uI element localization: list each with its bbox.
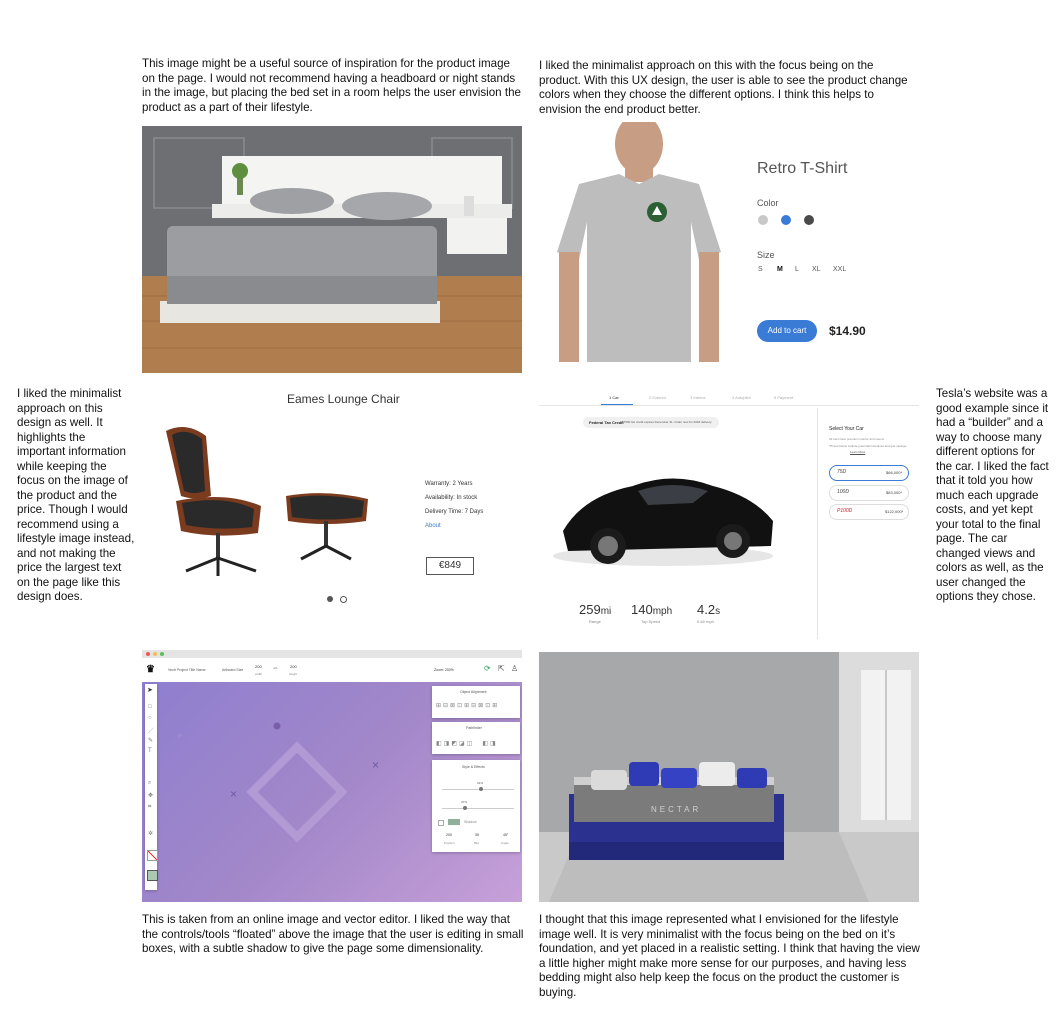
refresh-icon[interactable]: ⟳ — [484, 664, 491, 673]
step-bar — [539, 381, 919, 406]
align-icons[interactable]: ⊞⊟⊠⊡⊞⊟⊠⊡⊞ — [436, 703, 500, 709]
select-note: *Prices below include potential incentives and gas savings. — [829, 444, 908, 448]
pan-tool-icon[interactable]: ✥ — [148, 793, 154, 799]
option-p100d-name: P100D — [837, 508, 853, 514]
project-title[interactable]: Vectr Project Title Name — [168, 668, 206, 672]
option-100d-name: 100D — [837, 489, 849, 495]
crop-tool-icon[interactable]: ⌗ — [148, 804, 152, 810]
select-tool-icon[interactable]: ➤ — [147, 687, 153, 694]
close-dot-icon[interactable] — [146, 652, 150, 656]
pen-tool-icon[interactable]: ／ — [148, 729, 155, 735]
tshirt-model-image — [549, 122, 729, 377]
stat-accel-label: 0-60 mph — [697, 619, 714, 624]
option-100d-price: $83,000* — [886, 490, 903, 495]
step-interior[interactable]: 3 Interior — [690, 395, 706, 400]
blur-slider[interactable] — [442, 808, 514, 809]
angle-value[interactable]: 45° — [503, 833, 509, 837]
step-payment[interactable]: 5 Payment — [774, 395, 794, 400]
shadow-swatch[interactable] — [448, 819, 460, 825]
size-xxl[interactable]: XXL — [833, 266, 847, 273]
note-editor: This is taken from an online image and vector editor. I liked the way that the controls/tools “floated” above the image that the user is editing in small boxes, with a subtle shadow to give the page some dimensionality. — [142, 913, 524, 955]
angle-label: Angle — [501, 841, 509, 845]
text-tool-icon[interactable]: T — [148, 748, 152, 754]
size-xl[interactable]: XL — [812, 266, 821, 273]
carousel-dot-active[interactable] — [327, 596, 333, 602]
blur-label: Blur — [474, 841, 480, 845]
stat-accel-value — [697, 602, 720, 617]
price-box: €849 — [426, 557, 474, 575]
tax-credit-title: Federal Tax Credit — [589, 420, 624, 425]
note-bed: This image might be a useful source of inspiration for the product image on the page. I would not recommend having a headboard or night stands in the image, but placing the bed set in a room helps the user envision the product as a part of their lifestyle. — [142, 57, 521, 114]
select-title: Select Your Car — [829, 426, 864, 432]
style-effects-title: Style & Effects — [462, 765, 485, 769]
stat-range-value — [579, 602, 611, 617]
nectar-lifestyle-photo — [539, 652, 919, 902]
stat-accel-number: 4.2 — [697, 602, 716, 617]
alignment-title: Object Alignment — [460, 690, 487, 694]
about-link[interactable]: About — [425, 523, 441, 529]
step-autopilot[interactable]: 4 Autopilot — [732, 395, 751, 400]
nectar-logo: NECTAR — [651, 805, 702, 814]
tax-credit-detail: $7500 tax credit expires December 31. Order now for 2018 delivery. — [622, 420, 712, 424]
bed-illustration — [142, 126, 522, 373]
opacity-slider-handle[interactable] — [479, 787, 483, 791]
share-icon[interactable]: ⇱ — [498, 664, 505, 673]
eames-chair-image — [146, 421, 386, 581]
user-icon[interactable]: ♙ — [511, 664, 519, 673]
ellipse-tool-icon[interactable]: ○ — [148, 715, 152, 721]
learn-more-link[interactable]: Learn More — [850, 450, 866, 454]
stroke-color-icon[interactable] — [147, 850, 158, 861]
position-label: Position — [444, 841, 455, 845]
width-value[interactable]: 200 — [255, 664, 262, 669]
color-swatch-dark[interactable] — [804, 215, 814, 225]
availability-text: Availability: In stock — [425, 495, 478, 501]
option-75d-name: 75D — [837, 469, 847, 475]
settings-tool-icon[interactable]: ✲ — [148, 831, 154, 837]
pathfinder-icons[interactable]: ◧◨◩◪◫ ◧◨ — [436, 741, 498, 747]
car-image — [543, 441, 783, 571]
artboard-label: Artboard Size — [222, 668, 244, 672]
note-nectar: I thought that this image represented what I envisioned for the lifestyle image well. It is very minimalist with the focus being on the bed on it’s foundation, and yet placed in a realistic setting. I think that having the view a little higher might make more sense for our purposes, and having less bedding might also help keep the focus on the product the customer is buying. — [539, 913, 920, 999]
opacity-slider[interactable] — [442, 789, 514, 790]
stat-range-label: Range — [589, 619, 601, 624]
tshirt-product-page — [539, 122, 919, 377]
link-icon[interactable]: ⇔ — [272, 665, 279, 672]
carousel-dot[interactable] — [340, 596, 347, 603]
maximize-dot-icon[interactable] — [160, 652, 164, 656]
step-car[interactable]: 1 Car — [609, 395, 619, 400]
color-swatch-blue[interactable] — [781, 215, 791, 225]
note-eames: I liked the minimalist approach on this design as well. It highlights the important information while keeping the focus on the image of the product and the price. Though I would recommend using a lifestyle image instead, and not making the price the largest text on the page like this design does. — [17, 387, 135, 603]
stat-range-number: 259 — [579, 602, 601, 617]
size-s[interactable]: S — [758, 266, 763, 273]
fill-color-icon[interactable] — [147, 870, 158, 881]
step-underline — [601, 404, 633, 405]
stat-range-unit: mi — [600, 606, 612, 617]
size-l[interactable]: L — [795, 266, 799, 273]
vector-editor — [142, 650, 522, 902]
select-subtitle: All cars have premium interior and sound. — [829, 437, 885, 441]
delivery-text: Delivery Time: 7 Days — [425, 509, 484, 515]
size-label: Size — [757, 250, 775, 260]
product-title: Eames Lounge Chair — [287, 392, 400, 406]
pathfinder-title: Pathfinder — [466, 726, 482, 730]
blur-value[interactable]: 35 — [475, 833, 479, 837]
zoom-tool-icon[interactable]: ⌕ — [148, 780, 152, 786]
stat-accel-unit: s — [715, 606, 721, 617]
logo-icon: ♛ — [146, 664, 155, 675]
product-price: $14.90 — [829, 324, 866, 338]
minimize-dot-icon[interactable] — [153, 652, 157, 656]
blur-slider-handle[interactable] — [463, 806, 467, 810]
warranty-text: Warranty: 2 Years — [425, 481, 473, 487]
height-value[interactable]: 200 — [290, 664, 297, 669]
option-p100d-price: $122,000* — [885, 509, 904, 514]
style-effects-panel — [432, 760, 520, 852]
step-exterior[interactable]: 2 Exterior — [649, 395, 667, 400]
svg-text:×: × — [230, 787, 238, 801]
svg-text:×: × — [372, 758, 380, 772]
zoom-select[interactable]: Zoom: 200% — [434, 668, 454, 672]
options-sidebar — [817, 408, 919, 639]
bed-photo — [142, 126, 522, 373]
slider1-value: 31% — [477, 781, 484, 785]
pencil-tool-icon[interactable]: ✎ — [148, 738, 154, 744]
note-tesla: Tesla’s website was a good example since it had a “builder” and a way to choose many different options for the car. I liked the fact that it told you how much each upgrade costs, and yet kept your total to the final page. The car changed views and colors as well, as the user changed the options they chose. — [936, 387, 1049, 603]
size-m[interactable]: M — [777, 266, 783, 273]
position-value[interactable]: 200 — [446, 833, 452, 837]
color-swatch-grey[interactable] — [758, 215, 768, 225]
eames-product-page — [142, 381, 522, 613]
stat-speed-number: 140 — [631, 602, 653, 617]
nectar-bedroom-illustration — [539, 652, 919, 902]
slider2-value: 37% — [461, 800, 468, 804]
add-to-cart-button[interactable]: Add to cart — [757, 320, 817, 342]
tesla-configurator — [539, 381, 919, 639]
window-titlebar — [142, 650, 522, 658]
product-title: Retro T-Shirt — [757, 160, 848, 177]
stat-speed-unit: mph — [652, 606, 673, 617]
shadow-checkbox[interactable] — [438, 820, 444, 826]
width-label: width — [255, 672, 263, 676]
color-label: Color — [757, 198, 779, 208]
height-label: height — [289, 672, 298, 676]
shadow-label: Shadow — [464, 820, 477, 824]
note-shirt: I liked the minimalist approach on this with the focus being on the product. With this UX design, the user is able to see the product change colors when they choose the different options. I think this helps to envision the end product better. — [539, 59, 908, 116]
stat-speed-label: Top Speed — [641, 619, 661, 624]
stat-speed-value — [631, 602, 672, 617]
svg-text:▸: ▸ — [178, 730, 184, 741]
option-75d-price: $66,000* — [886, 470, 903, 475]
rectangle-tool-icon[interactable]: □ — [148, 704, 152, 710]
